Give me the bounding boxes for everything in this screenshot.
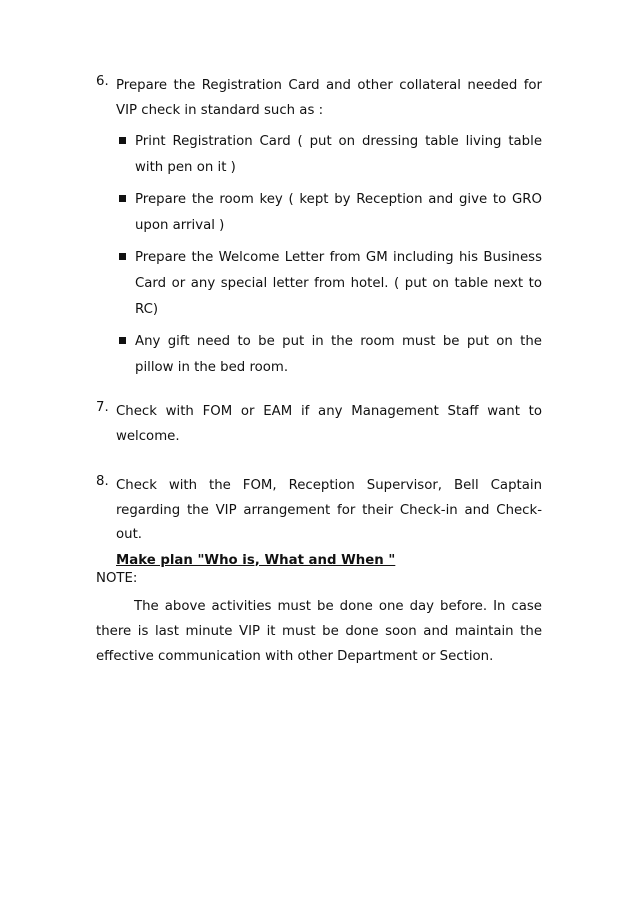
bullet-list — [116, 129, 542, 381]
item-text: Check with the FOM, Reception Supervisor, Bell Captain regarding the VIP arrangement for their Check-in and Check-out. — [116, 478, 542, 542]
square-bullet-icon — [119, 337, 126, 344]
bullet-item — [116, 187, 542, 239]
list-item-6 — [96, 74, 542, 381]
item-number: 8. — [96, 474, 109, 489]
list-item-7 — [96, 400, 542, 449]
list-item-8 — [96, 474, 542, 574]
bullet-text: Prepare the room key ( kept by Reception and give to GRO upon arrival ) — [135, 192, 542, 233]
note-body: The above activities must be done one day before. In case there is last minute VIP it must be done soon and maintain the effective communication with other Department or Section. — [96, 599, 542, 664]
note-section — [96, 566, 542, 669]
square-bullet-icon — [119, 195, 126, 202]
bullet-item — [116, 329, 542, 381]
bullet-text: Prepare the Welcome Letter from GM including his Business Card or any special letter from hotel. ( put on table next to RC) — [135, 250, 542, 317]
item-text: Prepare the Registration Card and other collateral needed for VIP check in standard such as : — [116, 78, 542, 118]
square-bullet-icon — [119, 253, 126, 260]
note-heading: NOTE: — [96, 571, 138, 586]
bullet-item — [116, 129, 542, 181]
square-bullet-icon — [119, 137, 126, 144]
bullet-text: Print Registration Card ( put on dressing table living table with pen on it ) — [135, 134, 542, 175]
bullet-text: Any gift need to be put in the room must be put on the pillow in the bed room. — [135, 334, 542, 375]
item-text: Check with FOM or EAM if any Management Staff want to welcome. — [116, 404, 542, 444]
note-body-container — [96, 594, 542, 669]
item-number: 6. — [96, 74, 109, 89]
plan-emphasis: Make plan "Who is, What and When " — [116, 552, 396, 568]
bullet-item — [116, 245, 542, 323]
item-number: 7. — [96, 400, 109, 415]
